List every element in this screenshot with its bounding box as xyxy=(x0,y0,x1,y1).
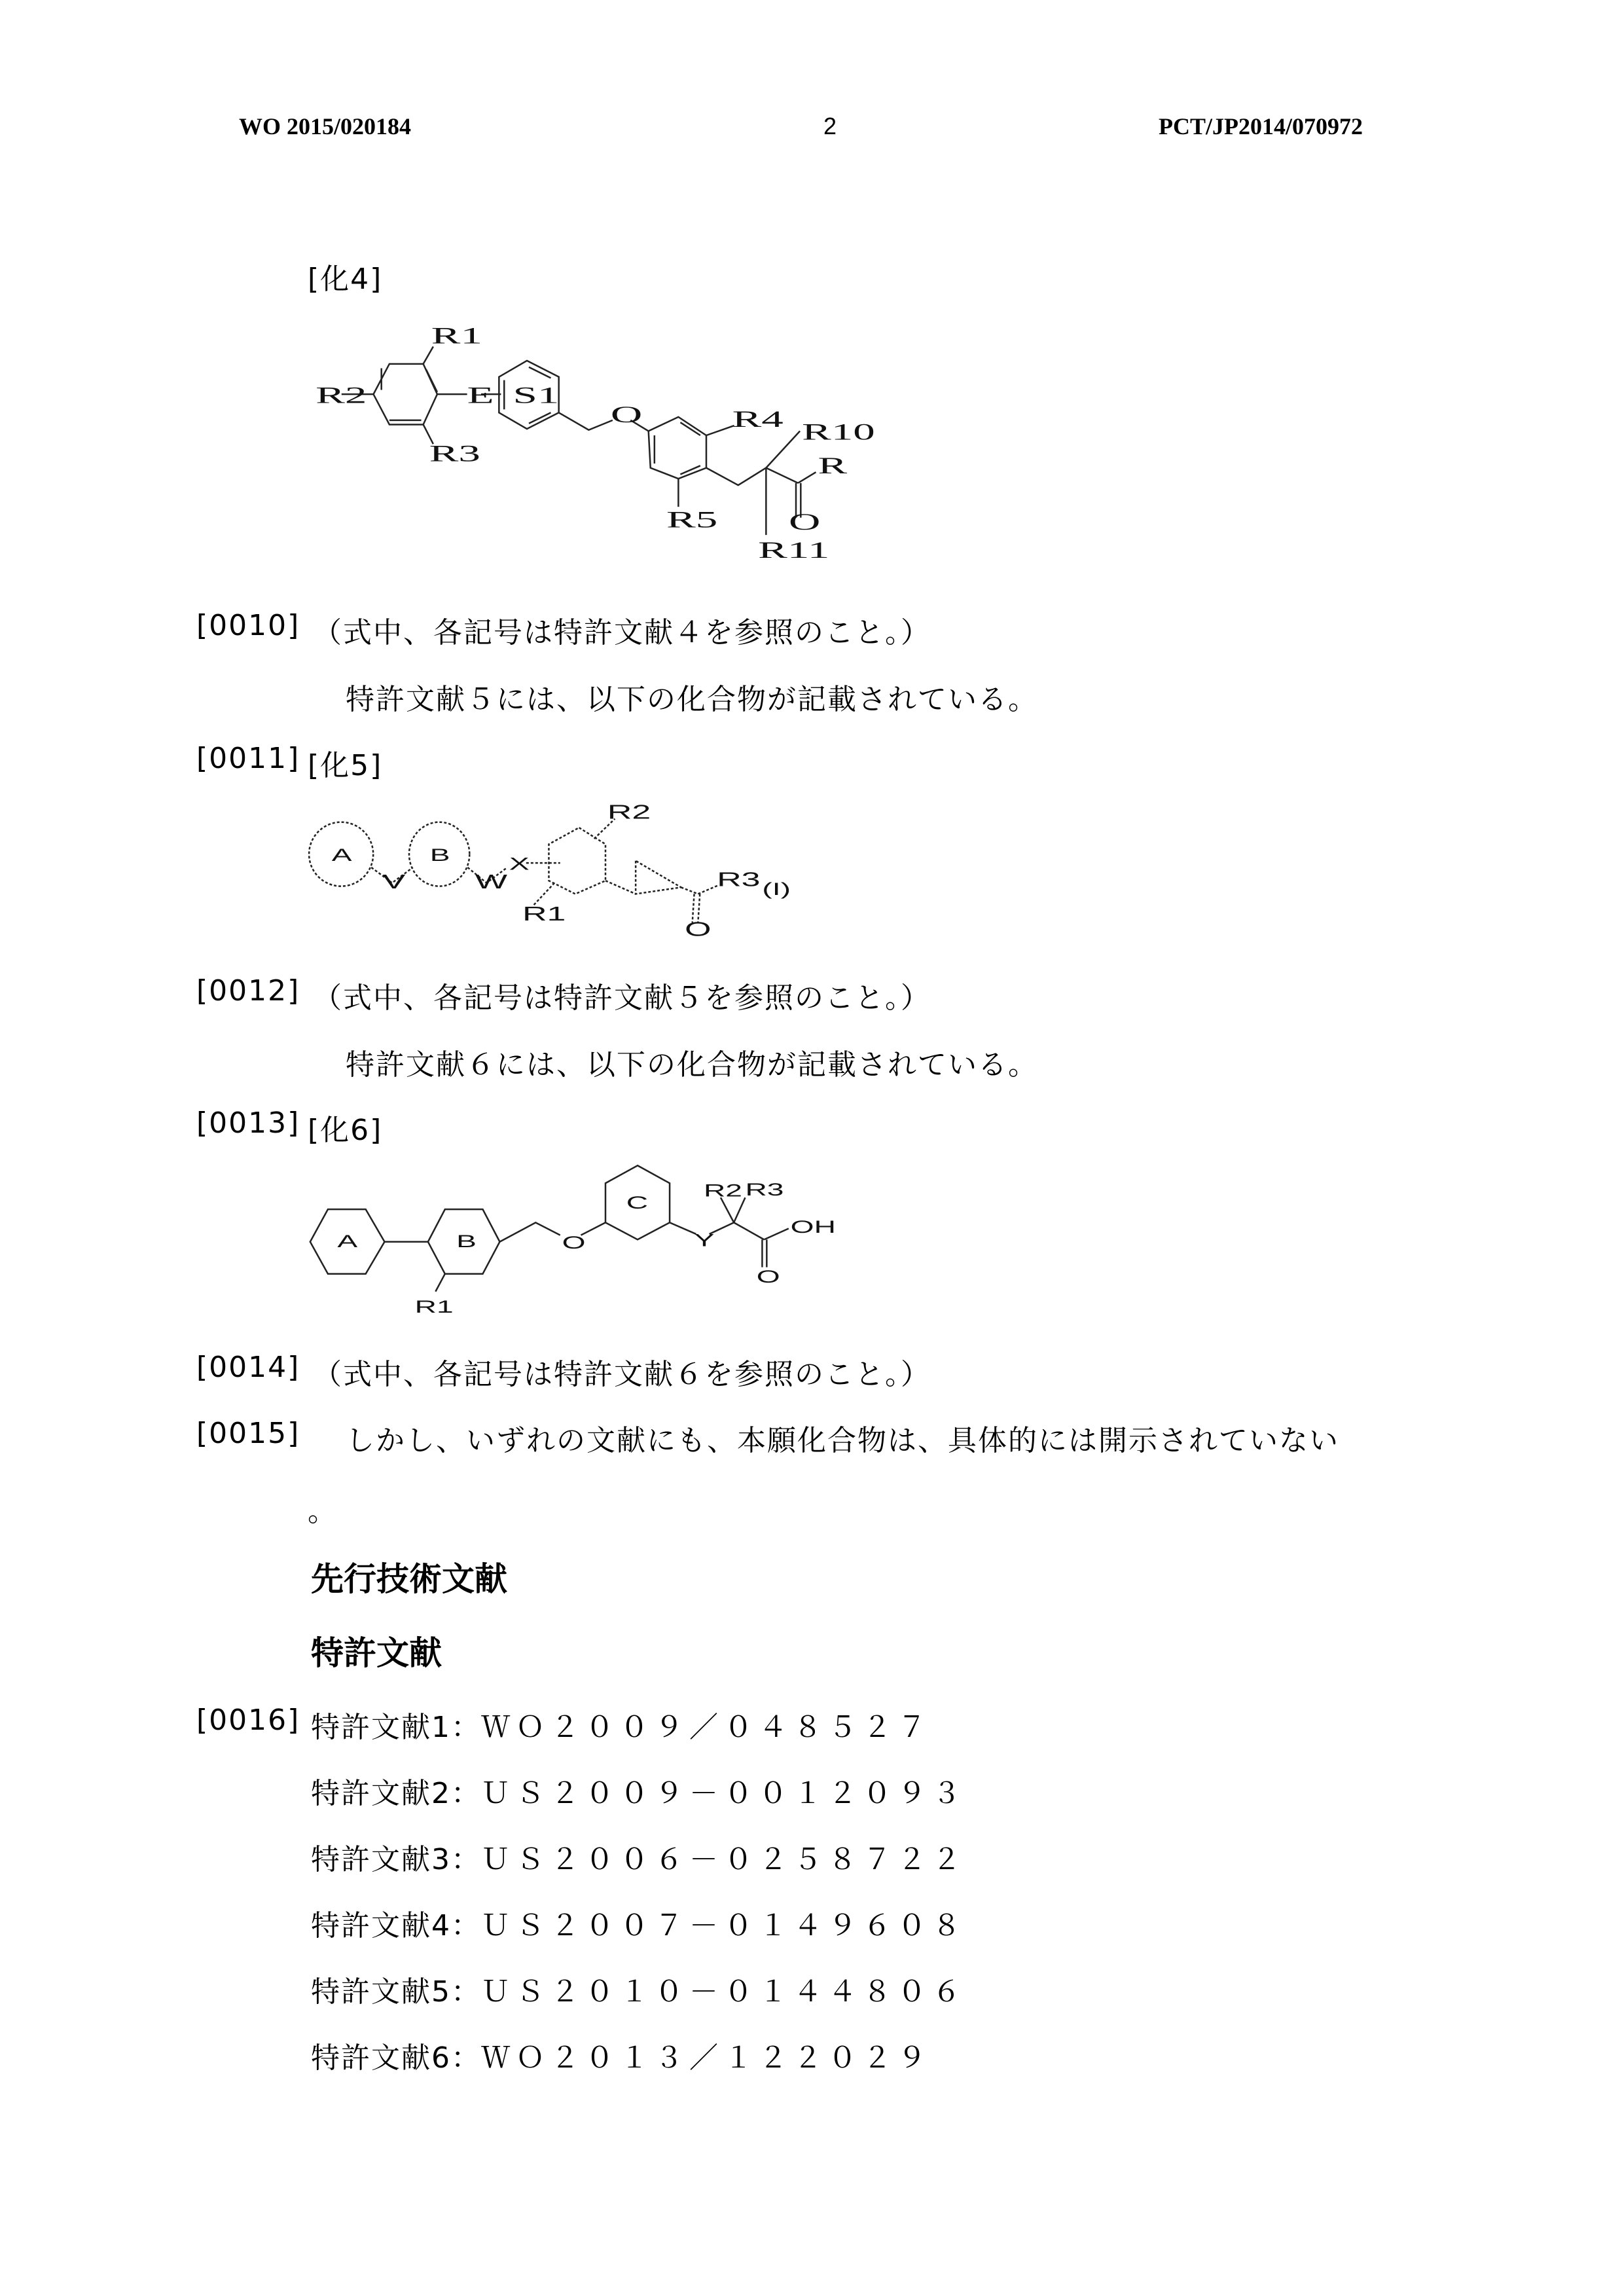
atom-o-carbonyl: O xyxy=(756,1267,780,1287)
paragraph-text: （式中、各記号は特許文献４を参照のこと。） xyxy=(313,616,931,649)
atom-r2: R2 xyxy=(315,381,367,409)
section-subheading: 特許文献 xyxy=(311,1634,442,1672)
application-number: PCT/JP2014/070972 xyxy=(1159,113,1363,139)
atom-oh: OH xyxy=(790,1217,836,1237)
paragraph-number: [0015] xyxy=(196,1417,300,1450)
atom-o: O xyxy=(685,918,712,941)
ring-b-label: B xyxy=(429,845,450,866)
atom-x: X xyxy=(509,854,530,874)
atom-v: V xyxy=(382,870,406,894)
atom-r5: R5 xyxy=(666,506,718,533)
paragraph-number: [0016] xyxy=(196,1704,300,1737)
paragraph-text: しかし、いずれの文献にも、本願化合物は、具体的には開示されていない xyxy=(346,1424,1339,1457)
atom-r: R xyxy=(818,452,848,479)
section-heading: 先行技術文献 xyxy=(311,1560,507,1598)
ring-a-label: A xyxy=(331,845,352,866)
paragraph-number: [0013] xyxy=(196,1106,300,1140)
paragraph-text: 特許文献５には、以下の化合物が記載されている。 xyxy=(346,683,1038,716)
paragraph-number: [0014] xyxy=(196,1351,300,1384)
paragraph-continuation: 。 xyxy=(308,1495,338,1528)
atom-s1: S1 xyxy=(513,381,560,409)
ring-a-label: A xyxy=(337,1231,358,1252)
atom-r3: R3 xyxy=(429,440,480,467)
patent-reference xyxy=(311,1704,932,1745)
reference-number: ＵＳ２００９－００１２０９３ xyxy=(481,1777,967,1810)
atom-r1: R1 xyxy=(431,322,482,349)
reference-number: ＵＳ２０１０－０１４４８０６ xyxy=(481,1975,967,2009)
patent-reference xyxy=(311,1836,967,1878)
patent-reference xyxy=(311,1968,967,2010)
reference-label: 特許文献4： xyxy=(311,1909,481,1942)
paragraph-number: [0010] xyxy=(196,609,300,642)
compound-tag: (I) xyxy=(762,879,791,900)
chemical-structure-6 xyxy=(262,1152,851,1322)
atom-r1: R1 xyxy=(414,1297,454,1317)
atom-r2: R2 xyxy=(607,801,651,824)
paragraph-number: [0012] xyxy=(196,974,300,1008)
ring-c-label: C xyxy=(626,1193,649,1213)
atom-r4: R4 xyxy=(732,405,784,432)
patent-reference xyxy=(311,1902,967,1944)
formula-label-4: [化4] xyxy=(308,263,383,296)
atom-r2: R2 xyxy=(704,1180,742,1201)
atom-r10: R10 xyxy=(802,418,875,445)
atom-o: O xyxy=(562,1233,586,1253)
paragraph-text: （式中、各記号は特許文献６を参照のこと。） xyxy=(313,1358,931,1391)
reference-number: ＷＯ２０１３／１２２０２９ xyxy=(481,2041,932,2075)
atom-r3: R3 xyxy=(717,868,761,891)
patent-reference xyxy=(311,2034,932,2076)
chemical-structure-4 xyxy=(262,295,884,576)
atom-e: E xyxy=(467,381,494,409)
reference-label: 特許文献3： xyxy=(311,1843,481,1876)
paragraph-text: （式中、各記号は特許文献５を参照のこと。） xyxy=(313,981,931,1015)
reference-label: 特許文献1： xyxy=(311,1711,481,1744)
patent-reference xyxy=(311,1770,967,1812)
reference-number: ＵＳ２００７－０１４９６０８ xyxy=(481,1909,967,1942)
reference-label: 特許文献2： xyxy=(311,1777,481,1810)
formula-label-6: [化6] xyxy=(308,1114,383,1147)
formula-label-5: [化5] xyxy=(308,749,383,782)
paragraph-number: [0011] xyxy=(196,742,300,775)
reference-label: 特許文献6： xyxy=(311,2041,481,2075)
reference-number: ＵＳ２００６－０２５８７２２ xyxy=(481,1843,967,1876)
atom-r1: R1 xyxy=(522,902,566,926)
atom-o-carbonyl: O xyxy=(789,508,821,535)
paragraph-text: 特許文献６には、以下の化合物が記載されている。 xyxy=(346,1048,1038,1082)
reference-number: ＷＯ２００９／０４８５２７ xyxy=(481,1711,932,1744)
reference-label: 特許文献5： xyxy=(311,1975,481,2009)
atom-w: W xyxy=(475,870,507,894)
atom-o: O xyxy=(610,401,643,428)
publication-number: WO 2015/020184 xyxy=(239,113,412,139)
atom-y: Y xyxy=(694,1230,715,1250)
page-number: 2 xyxy=(823,113,837,139)
ring-b-label: B xyxy=(456,1231,477,1252)
chemical-structure-5 xyxy=(262,786,851,956)
atom-r11: R11 xyxy=(758,536,830,563)
atom-r3: R3 xyxy=(745,1180,784,1200)
